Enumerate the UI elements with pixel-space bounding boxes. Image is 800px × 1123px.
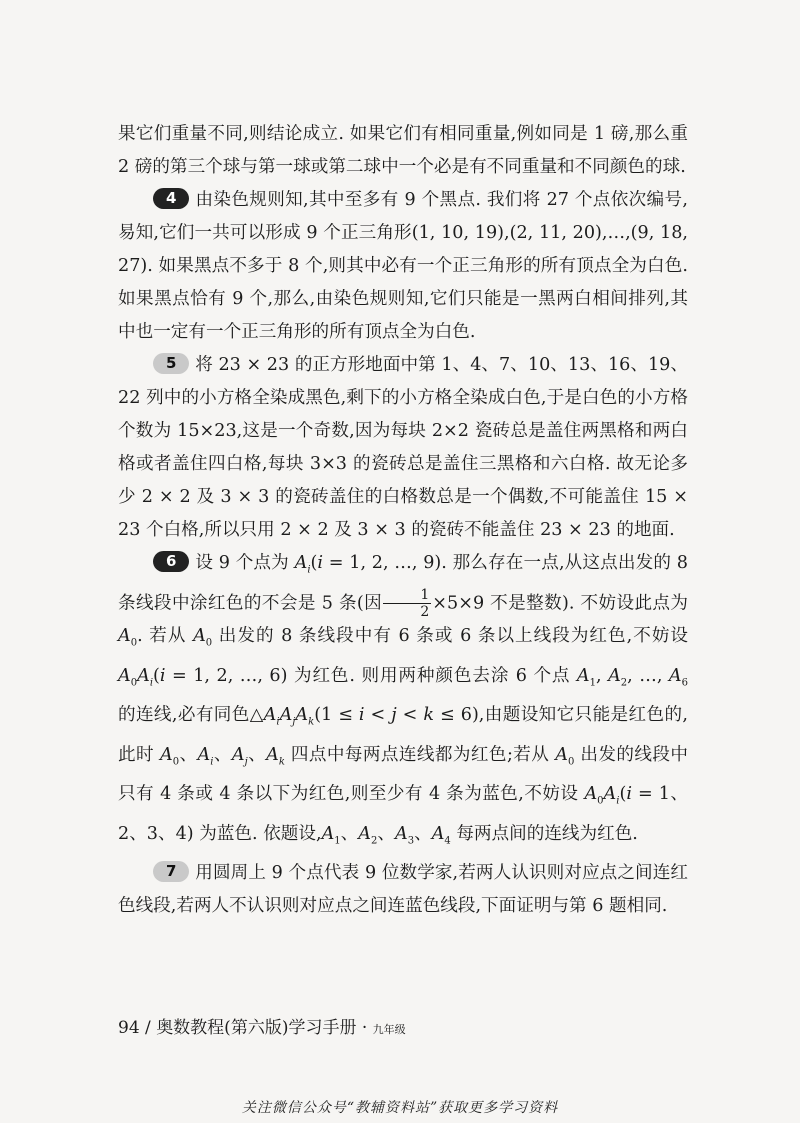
solution-7: 7 用圆周上 9 个点代表 9 位数学家,若两人认识则对应点之间连红色线段,若两人不认识则对应点之间连蓝色线段,下面证明与第 6 题相同. xyxy=(118,862,688,917)
problem-number-badge: 5 xyxy=(153,353,189,374)
page-footer xyxy=(118,1013,406,1038)
solution-5: 5 将 23 × 23 的正方形地面中第 1、4、7、10、13、16、19、22 列中的小方格全染成黑色,剩下的小方格全染成白色,于是白色的小方格个数为 15×23,这是一个奇数,因为每块 2×2 瓷砖总是盖住两黑格和两白格或者盖住四白格,每块 3×3 的瓷砖总是盖住三黑格和六白格. 故无论多少 2 × 2 及 3 × 3 的瓷砖盖住的白格数总是一个偶数,不可能盖住 15 × 23 个白格,所以只用 2 × 2 及 3 × 3 的瓷砖不能盖住 23 × 23 的地面. xyxy=(118,354,688,540)
fraction: $\frac{1}{2}$ xyxy=(383,587,431,620)
paragraph-continuation: 果它们重量不同,则结论成立. 如果它们有相同重量,例如同是 1 磅,那么重 2 磅的第三个球与第一球或第二球中一个必是有不同重量和不同颜色的球. xyxy=(118,124,688,177)
grade-label: 九年级 xyxy=(372,1023,406,1036)
problem-number-badge: 7 xyxy=(153,861,189,882)
footer-separator: / xyxy=(145,1018,151,1038)
body-text xyxy=(118,118,688,923)
page-number: 94 xyxy=(118,1018,140,1038)
solution-4: 4 由染色规则知,其中至多有 9 个黑点. 我们将 27 个点依次编号,易知,它们一共可以形成 9 个正三角形(1, 10, 19),(2, 11, 20),…,(9, 18, 27). 如果黑点不多于 8 个,则其中必有一个正三角形的所有顶点全为白色. 如果黑点恰有 9 个,那么,由染色规则知,它们只能是一黑两白相间排列,其中也一定有一个正三角形的所有顶点全为白色. xyxy=(118,189,688,342)
book-title: 奥数教程(第六版)学习手册 · xyxy=(156,1018,368,1038)
watermark-note: 关注微信公众号“教辅资料站”获取更多学习资料 xyxy=(241,1100,559,1116)
solution-6: 6 设 9 个点为 $A_i(i = 1$, 2, …, 9). 那么存在一点,从这点出发的 8 条线段中涂红色的不会是 5 条(因 $\frac{1}{2}$ ×5×9 不是整数). 不妨设此点为 $A_0$. 若从 $A_0$ 出发的 8 条线段中有 6 条或 6 条以上线段为红色,不妨设 $A_0A_i(i = 1$, 2, …, 6) 为红色. 则用两种颜色去涂 6 个点 $A_1$, $A_2$, …, $A_6$ 的连线,必有同色$\triangle A_iA_jA_k(1 \le i < j < k \le 6)$,由题设知它只能是红色的,此时 $A_0$、$A_i$、$A_j$、$A_k$ 四点中每两点连线都为红色;若从 $A_0$ 出发的线段中只有 4 条或 4 条以下为红色,则至少有 4 条为蓝色,不妨设 $A_0A_i(i = 1$、2、3、4) 为蓝色. 依题设$,A_1$、$A_2$、$A_3$、$A_4$ 每两点间的连线为红色. xyxy=(118,552,689,847)
problem-number-badge: 6 xyxy=(153,551,189,572)
problem-number-badge: 4 xyxy=(153,188,189,209)
